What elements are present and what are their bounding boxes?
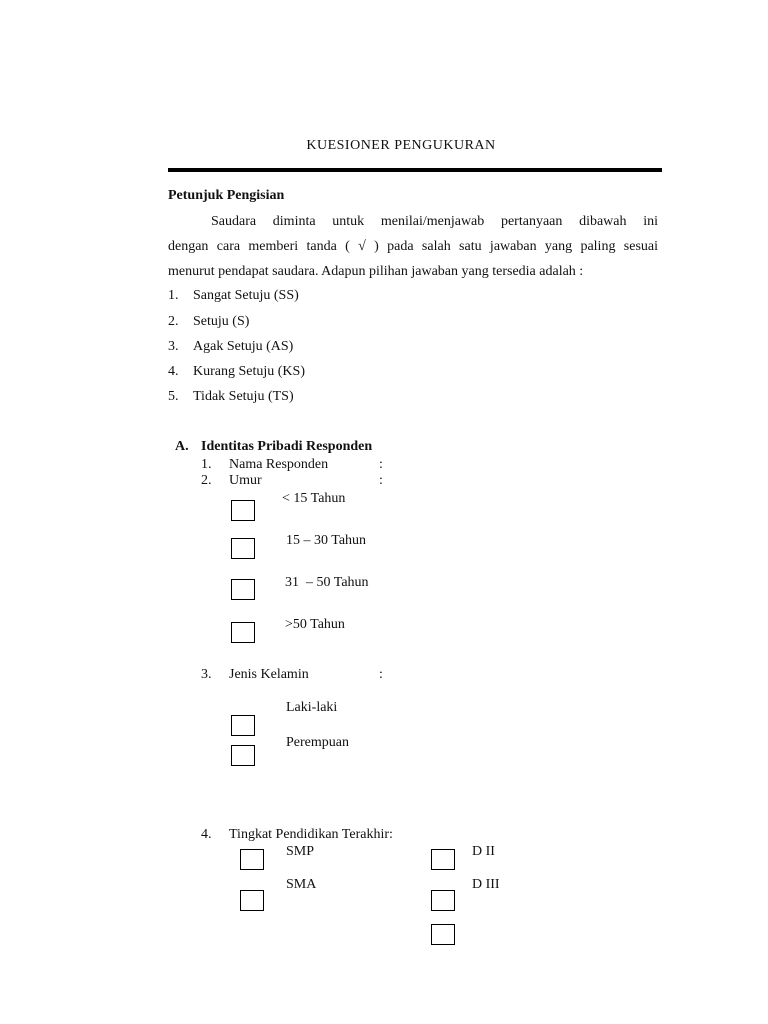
education-checkbox[interactable] <box>431 849 455 870</box>
answer-option-label: Sangat Setuju (SS) <box>193 288 299 303</box>
age-option-label: < 15 Tahun <box>282 491 346 506</box>
education-checkbox[interactable] <box>240 890 264 911</box>
age-option-label: 15 – 30 Tahun <box>286 533 367 548</box>
age-checkbox[interactable] <box>231 538 255 559</box>
instructions-line-1: Saudara diminta untuk menilai/menjawab pertanyaan dibawah ini <box>211 214 658 229</box>
item-label-name: Nama Responden <box>229 457 329 472</box>
answer-option-num: 3. <box>168 339 179 354</box>
gender-checkbox[interactable] <box>231 745 255 766</box>
instructions-line-2: dengan cara memberi tanda ( √ ) pada salah satu jawaban yang paling sesuai <box>168 239 658 254</box>
instructions-line-3: menurut pendapat saudara. Adapun pilihan jawaban yang tersedia adalah : <box>168 264 584 279</box>
item-label-gender: Jenis Kelamin <box>229 667 309 682</box>
education-checkbox[interactable] <box>431 890 455 911</box>
age-option-label: 31 – 50 Tahun <box>285 575 369 590</box>
item-colon: : <box>379 473 383 488</box>
answer-option-label: Setuju (S) <box>193 314 250 329</box>
education-checkbox[interactable] <box>431 924 455 945</box>
answer-option-num: 5. <box>168 389 179 404</box>
item-num: 4. <box>201 827 212 842</box>
education-checkbox[interactable] <box>240 849 264 870</box>
age-checkbox[interactable] <box>231 622 255 643</box>
item-num: 3. <box>201 667 212 682</box>
answer-option-label: Tidak Setuju (TS) <box>193 389 294 404</box>
item-num: 1. <box>201 457 212 472</box>
section-heading: Identitas Pribadi Responden <box>201 439 373 454</box>
answer-option-num: 2. <box>168 314 179 329</box>
instructions-paragraph <box>168 209 658 284</box>
item-label-education: Tingkat Pendidikan Terakhir: <box>229 827 393 842</box>
age-checkbox[interactable] <box>231 579 255 600</box>
page-title: KUESIONER PENGUKURAN <box>306 138 496 153</box>
item-colon: : <box>379 457 383 472</box>
education-option-label: D II <box>472 844 495 859</box>
education-option-label: SMP <box>286 844 315 859</box>
age-checkbox[interactable] <box>231 500 255 521</box>
section-letter: A. <box>175 439 189 454</box>
age-option-label: >50 Tahun <box>285 617 345 632</box>
answer-option-num: 1. <box>168 288 179 303</box>
answer-option-label: Kurang Setuju (KS) <box>193 364 305 379</box>
gender-option-label: Perempuan <box>286 735 349 750</box>
education-option-label: D III <box>472 877 500 892</box>
gender-checkbox[interactable] <box>231 715 255 736</box>
gender-option-label: Laki-laki <box>286 700 338 715</box>
item-label-age: Umur <box>229 473 262 488</box>
item-num: 2. <box>201 473 212 488</box>
instructions-heading: Petunjuk Pengisian <box>168 188 285 203</box>
item-colon: : <box>379 667 383 682</box>
answer-option-num: 4. <box>168 364 179 379</box>
title-divider <box>168 168 662 172</box>
answer-option-label: Agak Setuju (AS) <box>193 339 294 354</box>
education-option-label: SMA <box>286 877 317 892</box>
